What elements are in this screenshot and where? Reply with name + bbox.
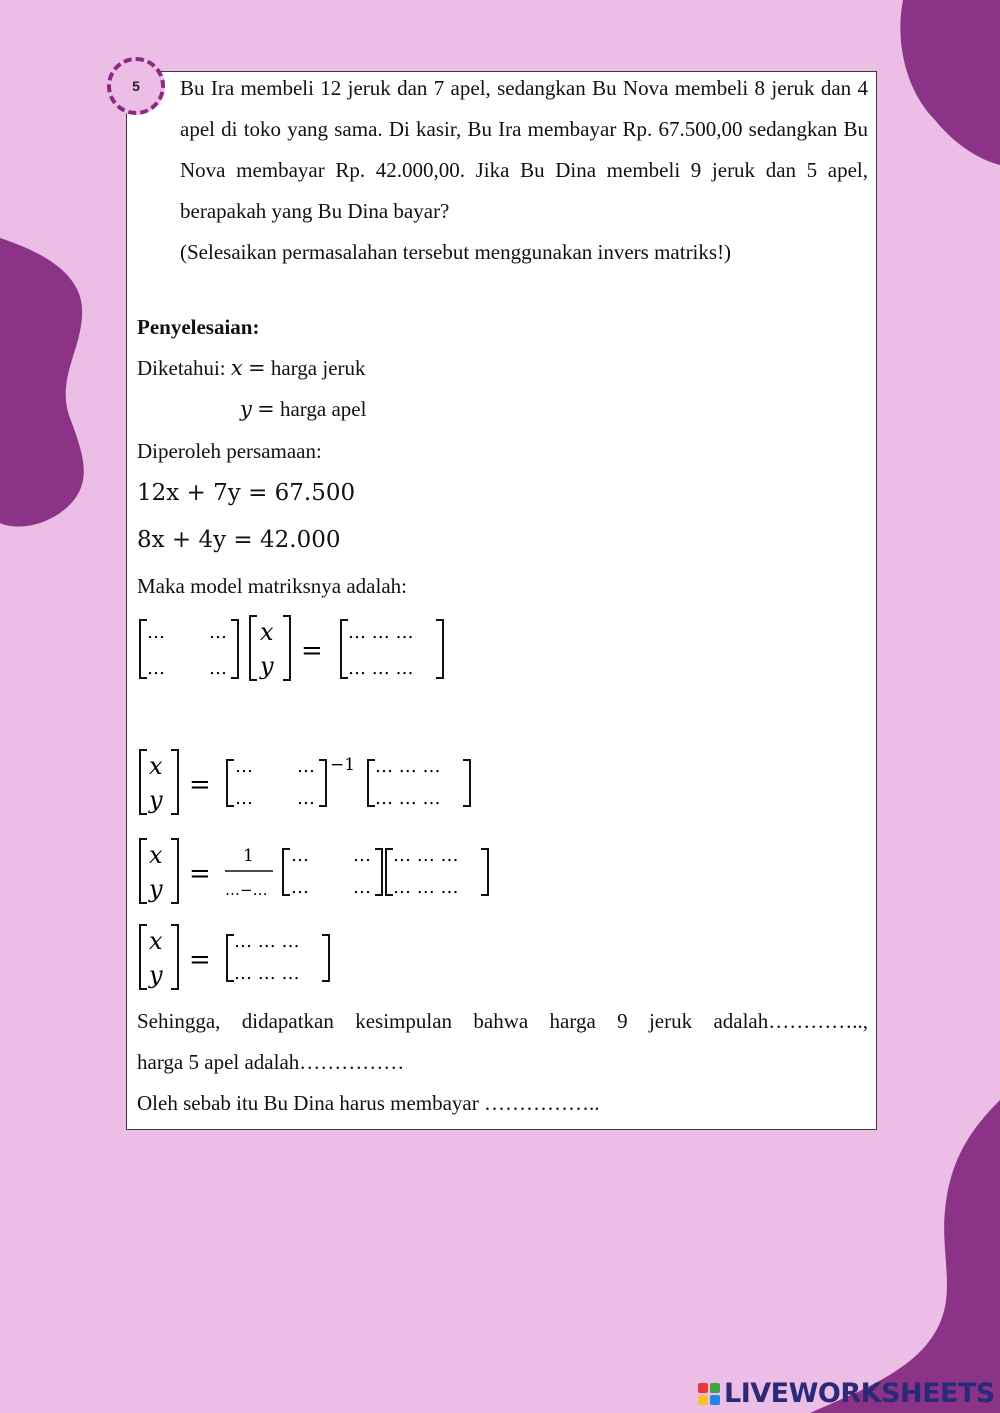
- variable-vector: [250, 616, 290, 680]
- fraction-numerator: 1: [243, 846, 254, 866]
- vector-x: x: [260, 618, 274, 646]
- equals-sign: =: [189, 770, 211, 800]
- equals-sign: =: [301, 636, 323, 666]
- var-x: x: [230, 356, 243, 380]
- problem-paragraph: Bu Ira membeli 12 jeruk dan 7 apel, sedangkan Bu Nova membeli 8 jeruk dan 4 apel di toko yang sama. Di kasir, Bu Ira membayar Rp. 67.500,00 sedangkan Bu Nova membayar Rp. 42.000,00. Jika Bu Dina membeli 9 jeruk dan 5 apel, berapakah yang Bu Dina bayar?: [180, 76, 868, 223]
- problem-statement: [180, 68, 868, 273]
- known-label: Diketahui:: [137, 356, 226, 380]
- logo-text: LIVEWORKSHEETS: [724, 1378, 995, 1409]
- liveworksheets-logo[interactable]: [698, 1378, 995, 1409]
- blob-bottom-right: [810, 1100, 1000, 1413]
- equals-sign: =: [257, 397, 275, 421]
- logo-square: [710, 1395, 720, 1405]
- logo-square: [698, 1383, 708, 1393]
- vector-x: x: [149, 752, 163, 780]
- logo-square: [698, 1395, 708, 1405]
- matrix-entry: …: [209, 622, 227, 643]
- equals-sign: =: [189, 859, 211, 889]
- matrix-entry: …: [297, 788, 315, 809]
- matrix-entry: …: [297, 756, 315, 777]
- vector-x: x: [149, 841, 163, 869]
- var-y: y: [240, 397, 252, 421]
- conclusion-line-3: Oleh sebab itu Bu Dina harus membayar ……………..: [137, 1091, 600, 1115]
- coefficient-matrix: [140, 620, 238, 679]
- matrix-model-equation: [135, 612, 465, 684]
- equations-label: Diperoleh persamaan:: [137, 439, 322, 463]
- matrix-entry: …: [147, 622, 165, 643]
- solution-heading: Penyelesaian:: [137, 315, 260, 339]
- inverse-exponent: −1: [330, 755, 356, 775]
- vector-x: x: [149, 927, 163, 955]
- matrix-entry: …: [353, 845, 371, 866]
- matrix-entry: …: [291, 877, 309, 898]
- vector-entry: … … …: [348, 658, 414, 679]
- constant-vector: [341, 620, 443, 679]
- equation-2: 8x + 4y = 42.000: [137, 527, 341, 553]
- vector-y: y: [149, 875, 163, 903]
- problem-instruction: (Selesaikan permasalahan tersebut menggunakan invers matriks!): [180, 240, 732, 264]
- equation-1: 12x + 7y = 67.500: [137, 480, 356, 506]
- vector-y: y: [149, 961, 163, 989]
- question-number: 5: [132, 78, 140, 94]
- matrix-label: Maka model matriksnya adalah:: [137, 574, 407, 598]
- vector-y: y: [260, 652, 274, 680]
- vector-entry: … … …: [393, 877, 459, 898]
- fraction-denominator: …−…: [225, 881, 268, 899]
- known-line-x: [137, 356, 366, 381]
- question-number-badge: [107, 57, 165, 115]
- y-meaning: harga apel: [279, 397, 367, 421]
- blob-left: [0, 238, 95, 530]
- vector-entry: … … …: [234, 931, 300, 952]
- equals-sign: =: [248, 356, 266, 380]
- conclusion-line-1: Sehingga, didapatkan kesimpulan bahwa harga 9 jeruk adalah…………..,: [137, 1009, 868, 1033]
- vector-y: y: [149, 786, 163, 814]
- matrix-entry: …: [147, 658, 165, 679]
- x-meaning: harga jeruk: [270, 356, 366, 380]
- equals-sign: =: [189, 945, 211, 975]
- matrix-entry: …: [235, 756, 253, 777]
- matrix-entry: …: [209, 658, 227, 679]
- vector-entry: … … …: [375, 788, 441, 809]
- vector-entry: … … …: [234, 963, 300, 984]
- known-line-y: [240, 397, 366, 422]
- vector-entry: … … …: [393, 845, 459, 866]
- logo-grid-icon: [698, 1383, 720, 1405]
- blob-top-right: [895, 0, 1000, 170]
- result-equation: [135, 921, 355, 993]
- matrix-entry: …: [353, 877, 371, 898]
- adjoint-equation: [135, 835, 515, 907]
- matrix-entry: …: [291, 845, 309, 866]
- vector-entry: … … …: [348, 622, 414, 643]
- vector-entry: … … …: [375, 756, 441, 777]
- matrix-entry: …: [235, 788, 253, 809]
- inverse-equation: [135, 746, 495, 818]
- conclusion-line-2: harga 5 apel adalah……………: [137, 1050, 405, 1074]
- determinant-fraction: [225, 846, 273, 899]
- logo-square: [710, 1383, 720, 1393]
